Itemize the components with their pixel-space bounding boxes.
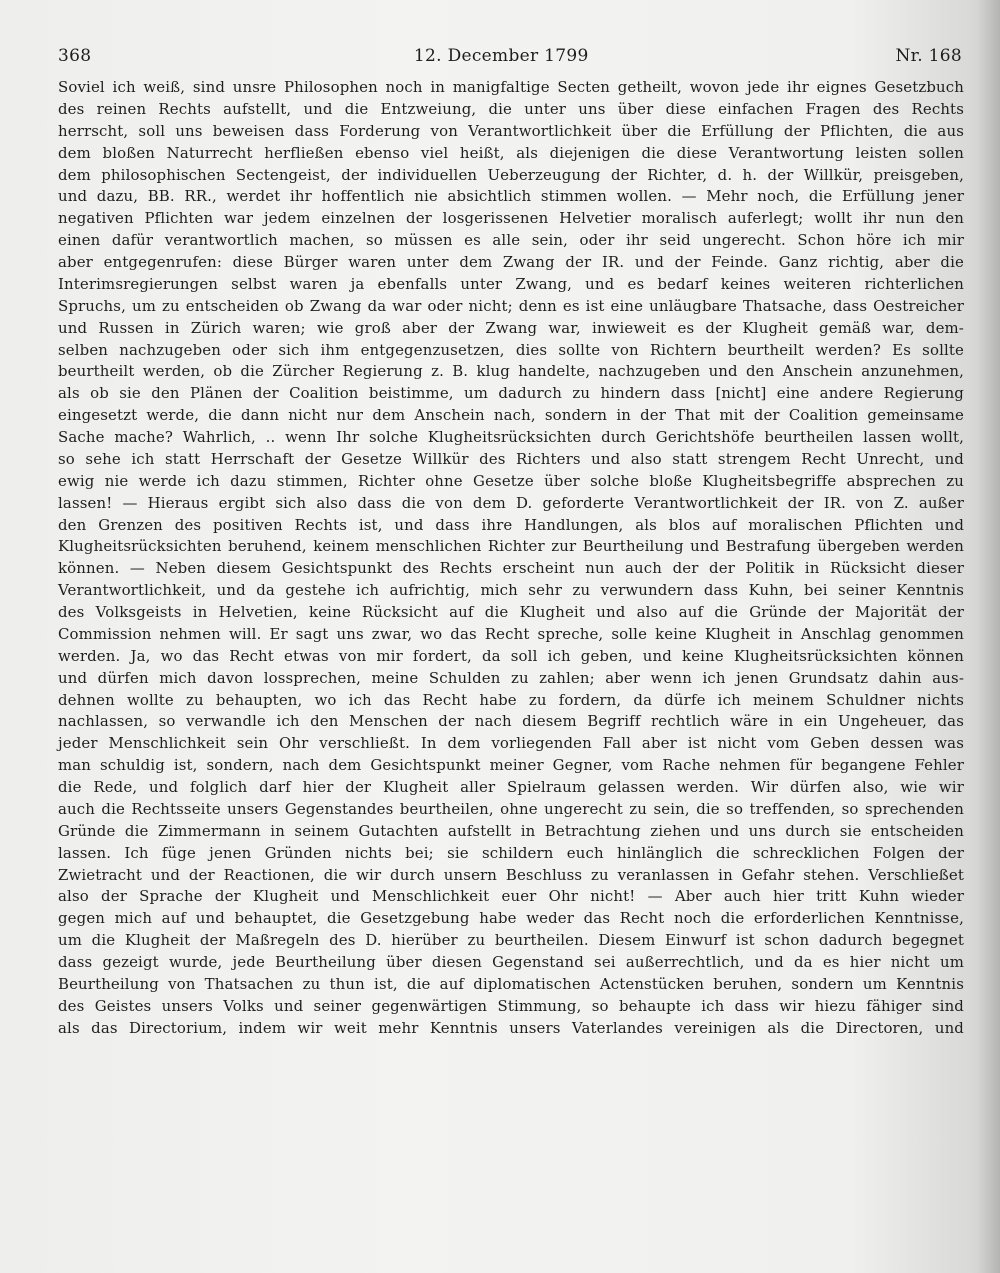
text-line: Interimsregierungen selbst waren ja ebenfalls unter Zwang, und es bedarf keines weiteren richterlichen	[58, 274, 964, 293]
text-line: dass gezeigt wurde, jede Beurtheilung über diesen Gegenstand sei außerrechtlich, und da es hier nicht um	[58, 953, 964, 971]
text-line: und Russen in Zürich waren; wie groß aber der Zwang war, inwieweit es der Klugheit gemäß war, dem-	[58, 318, 964, 337]
text-line: Gründe die Zimmermann in seinem Gutachten aufstellt in Betrachtung ziehen und uns durch sie entscheiden	[58, 821, 964, 840]
page-header	[58, 46, 962, 72]
text-line: aber entgegenrufen: diese Bürger waren unter dem Zwang der IR. und der Feinde. Ganz richtig, aber die	[58, 253, 964, 271]
text-line: Klugheitsrücksichten beruhend, keinem menschlichen Richter zur Beurtheilung und Bestrafung übergeben werden	[58, 537, 964, 556]
text-line: den Grenzen des positiven Rechts ist, und dass ihre Handlungen, als blos auf moralischen Pflichten und	[58, 515, 964, 534]
text-line: dem bloßen Naturrecht herfließen ebenso viel heißt, als diejenigen die diese Verantwortung leisten sollen	[58, 143, 964, 162]
text-line: des reinen Rechts aufstellt, und die Entzweiung, die unter uns über diese einfachen Fragen des Rechts	[58, 99, 964, 118]
text-line: Beurtheilung von Thatsachen zu thun ist, die auf diplomatischen Actenstücken beruhen, sondern um Kenntnis	[58, 974, 964, 993]
page-number: 368	[58, 46, 92, 66]
text-line: als ob sie den Plänen der Coalition beistimme, um dadurch zu hindern dass [nicht] eine andere Regierung	[58, 384, 964, 403]
text-line: jeder Menschlichkeit sein Ohr verschließt. In dem vorliegenden Fall aber ist nicht vom Geben dessen was	[58, 734, 964, 753]
text-line: beurtheilt werden, ob die Zürcher Regierung z. B. klug handelte, nachzugeben und den Anschein anzunehmen,	[58, 362, 964, 381]
text-line: die Rede, und folglich darf hier der Klugheit aller Spielraum gelassen werden. Wir dürfen also, wie wir	[58, 778, 964, 796]
text-line: einen dafür verantwortlich machen, so müssen es alle sein, oder ihr seid ungerecht. Schon höre ich mir	[58, 231, 964, 250]
text-line: des Volksgeists in Helvetien, keine Rücksicht auf die Klugheit und also auf die Gründe der Majorität der	[58, 603, 964, 621]
text-line: um die Klugheit der Maßregeln des D. hierüber zu beurtheilen. Diesem Einwurf ist schon dadurch begegnet	[58, 931, 964, 950]
text-line: Verantwortlichkeit, und da gestehe ich aufrichtig, mich sehr zu verwundern dass Kuhn, bei seiner Kenntnis	[58, 581, 964, 600]
text-line: Soviel ich weiß, sind unsre Philosophen noch in manigfaltige Secten getheilt, wovon jede ihr eignes Gesetzbuch	[58, 78, 964, 96]
text-line: selben nachzugeben oder sich ihm entgegenzusetzen, dies sollte von Richtern beurtheilt werden? Es sollte	[58, 340, 964, 359]
text-line: gegen mich auf und behauptet, die Gesetzgebung habe weder das Recht noch die erforderlichen Kenntnisse,	[58, 909, 964, 928]
text-line: lassen. Ich füge jenen Gründen nichts bei; sie schildern euch hinlänglich die schrecklichen Folgen der	[58, 843, 964, 862]
text-line: also der Sprache der Klugheit und Menschlichkeit euer Ohr nicht! — Aber auch hier tritt Kuhn wieder	[58, 887, 964, 906]
text-line: dem philosophischen Sectengeist, der individuellen Ueberzeugung der Richter, d. h. der Willkür, preisgeben,	[58, 165, 964, 184]
text-line: nachlassen, so verwandle ich den Menschen der nach diesem Begriff rechtlich wäre in ein Ungeheuer, das	[58, 712, 964, 731]
body-text	[58, 77, 964, 1040]
text-line: dehnen wollte zu behaupten, wo ich das Recht habe zu fordern, da dürfe ich meinem Schuldner nichts	[58, 690, 964, 709]
text-line: so sehe ich statt Herrschaft der Gesetze Willkür des Richters und also statt strengem Recht Unrecht, und	[58, 449, 964, 468]
page-edge-shadow	[978, 0, 1000, 1273]
text-line: Commission nehmen will. Er sagt uns zwar, wo das Recht spreche, solle keine Klugheit in Anschlag genommen	[58, 624, 964, 643]
text-line: auch die Rechtsseite unsers Gegenstandes beurtheilen, ohne ungerecht zu sein, die so treffenden, so sprechenden	[58, 799, 964, 818]
text-line: man schuldig ist, sondern, nach dem Gesichtspunkt meiner Gegner, vom Rache nehmen für begangene Fehler	[58, 756, 964, 775]
text-line: Sache mache? Wahrlich, .. wenn Ihr solche Klugheitsrücksichten durch Gerichtshöfe beurtheilen lassen wollt,	[58, 428, 964, 446]
text-line: Zwietracht und der Reactionen, die wir durch unsern Beschluss zu veranlassen in Gefahr stehen. Verschließet	[58, 865, 964, 884]
text-line: negativen Pflichten war jedem einzelnen der losgerissenen Helvetier moralisch auferlegt; wollt ihr nun den	[58, 209, 964, 228]
text-line: und dazu, BB. RR., werdet ihr hoffentlich nie absichtlich stimmen wollen. — Mehr noch, die Erfüllung jener	[58, 187, 964, 206]
text-line: als das Directorium, indem wir weit mehr Kenntnis unsers Vaterlandes vereinigen als die Directoren, und	[58, 1018, 964, 1037]
text-line: lassen! — Hieraus ergibt sich also dass die von dem D. geforderte Verantwortlichkeit der IR. von Z. außer	[58, 493, 964, 512]
text-line: Spruchs, um zu entscheiden ob Zwang da war oder nicht; denn es ist eine unläugbare Thatsache, dass Oestreicher	[58, 296, 964, 315]
text-line: herrscht, soll uns beweisen dass Forderung von Verantwortlichkeit über die Erfüllung der Pflichten, die aus	[58, 121, 964, 140]
text-line: und dürfen mich davon lossprechen, meine Schulden zu zahlen; aber wenn ich jenen Grundsatz dahin aus-	[58, 668, 964, 687]
text-line: werden. Ja, wo das Recht etwas von mir fordert, da soll ich geben, und keine Klugheitsrücksichten können	[58, 646, 964, 665]
text-line: eingesetzt werde, die dann nicht nur dem Anschein nach, sondern in der That mit der Coalition gemeinsame	[58, 406, 964, 425]
issue-number: Nr. 168	[895, 46, 962, 66]
page-date: 12. December 1799	[413, 46, 589, 66]
text-line: des Geistes unsers Volks und seiner gegenwärtigen Stimmung, so behaupte ich dass wir hiezu fähiger sind	[58, 996, 964, 1015]
text-line: können. — Neben diesem Gesichtspunkt des Rechts erscheint nun auch der der Politik in Rücksicht dieser	[58, 559, 964, 578]
text-line: ewig nie werde ich dazu stimmen, Richter ohne Gesetze über solche bloße Klugheitsbegriffe absprechen zu	[58, 471, 964, 490]
